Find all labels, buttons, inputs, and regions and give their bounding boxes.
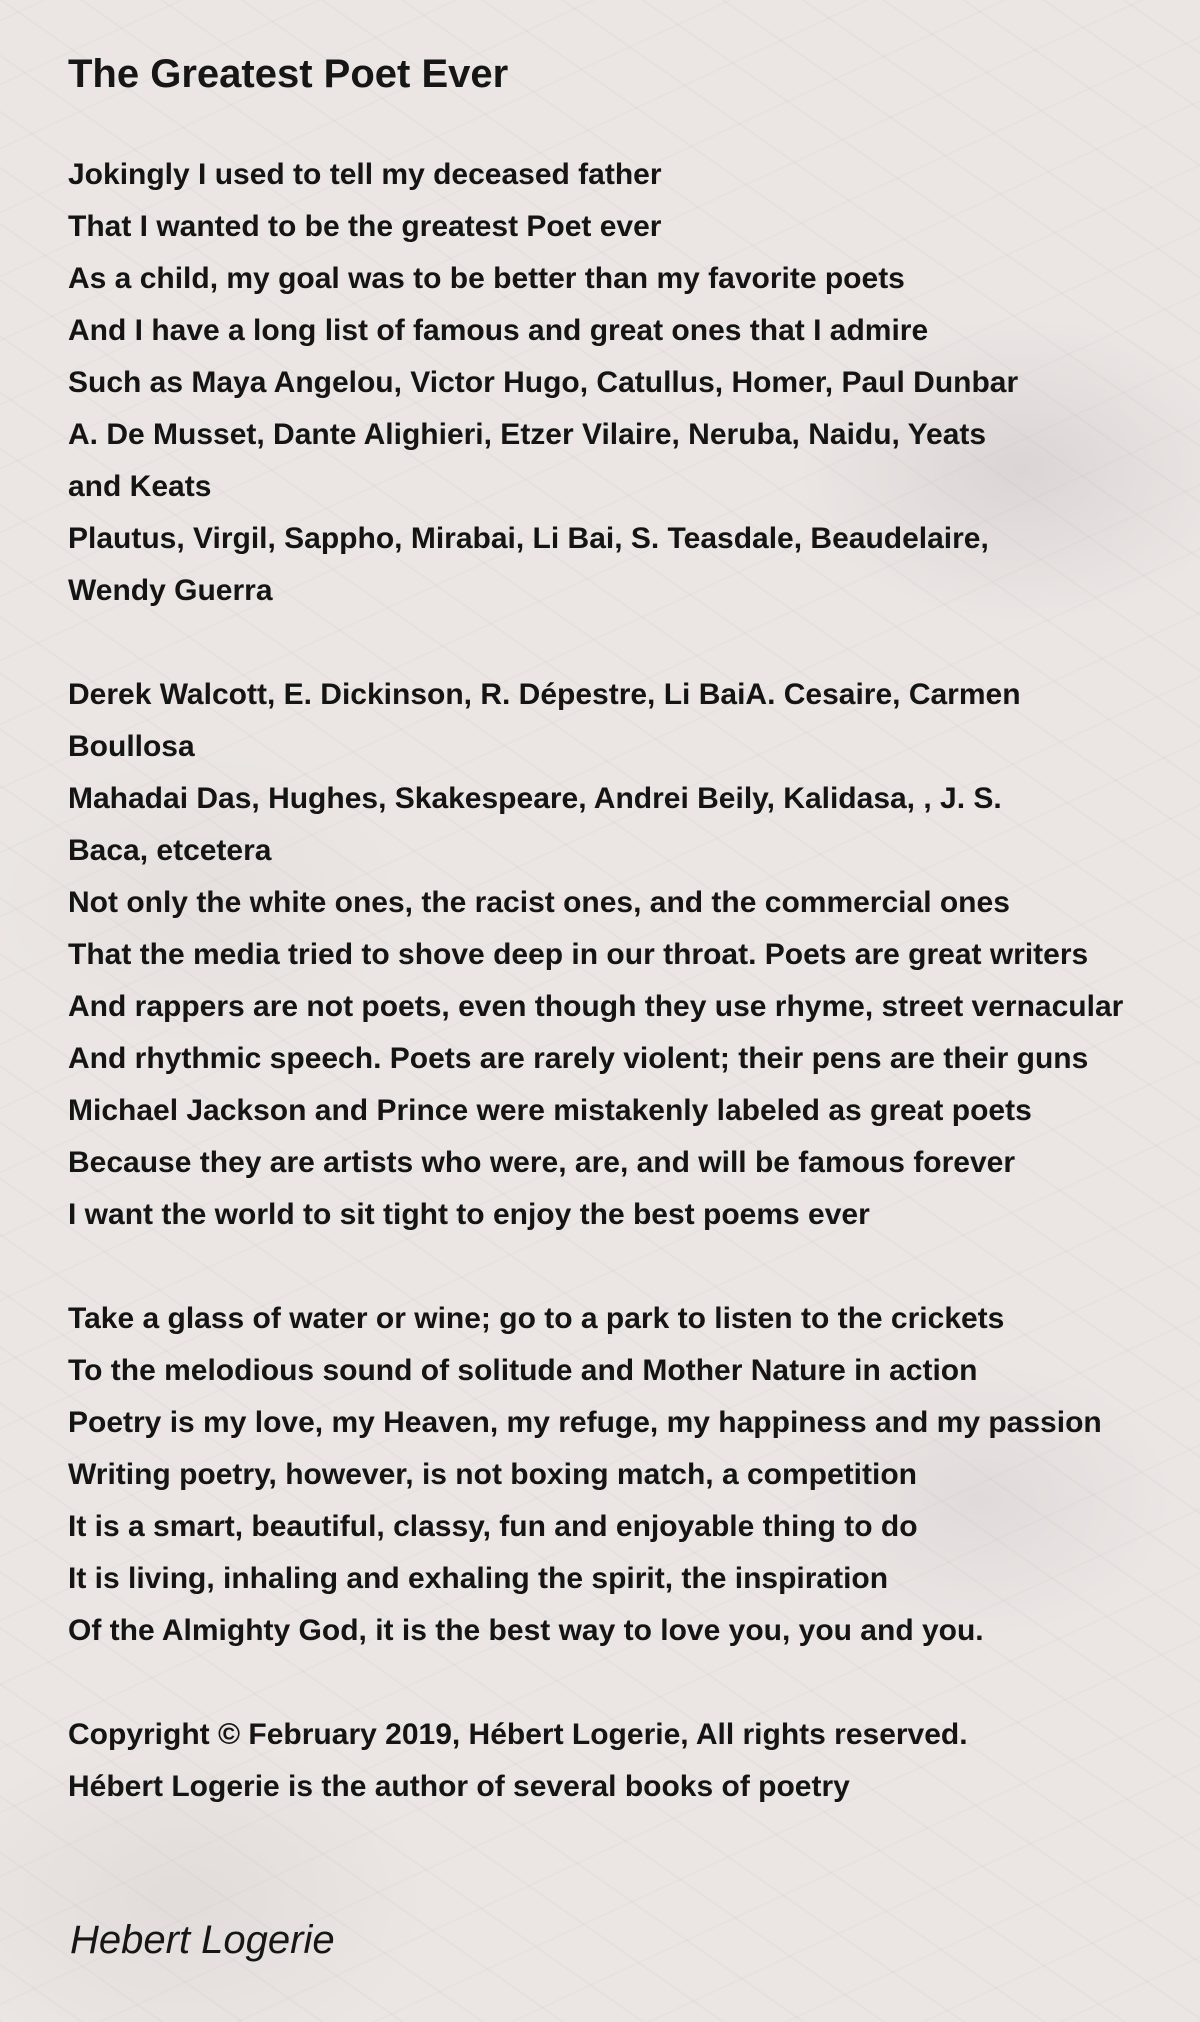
poem-line: Baca, etcetera (68, 834, 272, 867)
author-signature: Hebert Logerie (70, 1918, 335, 1962)
poem-stanza (68, 669, 1200, 1241)
poem-line: It is a smart, beautiful, classy, fun and enjoyable thing to do (68, 1510, 918, 1543)
poem-line: As a child, my goal was to be better than my favorite poets (68, 262, 905, 295)
poem-stanza (68, 149, 1200, 617)
poem-line: Such as Maya Angelou, Victor Hugo, Catullus, Homer, Paul Dunbar (68, 366, 1019, 399)
poem-line: Jokingly I used to tell my deceased father (68, 158, 662, 191)
poem-line: Derek Walcott, E. Dickinson, R. Dépestre, Li BaiA. Cesaire, Carmen (68, 678, 1021, 711)
poem-line: Hébert Logerie is the author of several books of poetry (68, 1770, 850, 1803)
poem-line: Michael Jackson and Prince were mistakenly labeled as great poets (68, 1094, 1032, 1127)
poem-line: A. De Musset, Dante Alighieri, Etzer Vilaire, Neruba, Naidu, Yeats (68, 418, 987, 451)
poem-line: Writing poetry, however, is not boxing match, a competition (68, 1458, 917, 1491)
poem-line: That the media tried to shove deep in our throat. Poets are great writers (68, 938, 1089, 971)
poem-line: To the melodious sound of solitude and Mother Nature in action (68, 1354, 978, 1387)
poem-stanza (68, 1709, 1200, 1813)
poem-line: Because they are artists who were, are, and will be famous forever (68, 1146, 1016, 1179)
poem-line: Boullosa (68, 730, 195, 763)
poem-line: Plautus, Virgil, Sappho, Mirabai, Li Bai, S. Teasdale, Beaudelaire, (68, 522, 989, 555)
poem-line: Take a glass of water or wine; go to a park to listen to the crickets (68, 1302, 1005, 1335)
poem-line: It is living, inhaling and exhaling the spirit, the inspiration (68, 1562, 889, 1595)
poem-line: That I wanted to be the greatest Poet ever (68, 210, 662, 243)
poem-line: And rhythmic speech. Poets are rarely violent; their pens are their guns (68, 1042, 1089, 1075)
poem-body (68, 149, 1200, 1865)
poem-line: And I have a long list of famous and great ones that I admire (68, 314, 929, 347)
poem-line: and Keats (68, 470, 212, 503)
poem-line: Copyright © February 2019, Hébert Logerie, All rights reserved. (68, 1718, 968, 1751)
poem-stanza (68, 1293, 1200, 1657)
poem-line: And rappers are not poets, even though they use rhyme, street vernacular (68, 990, 1124, 1023)
poem-line: Of the Almighty God, it is the best way to love you, you and you. (68, 1614, 984, 1647)
poem-title: The Greatest Poet Ever (68, 52, 509, 96)
poem-line: I want the world to sit tight to enjoy the best poems ever (68, 1198, 870, 1231)
poem-line: Poetry is my love, my Heaven, my refuge, my happiness and my passion (68, 1406, 1102, 1439)
poem-line: Wendy Guerra (68, 574, 273, 607)
poem-line: Not only the white ones, the racist ones, and the commercial ones (68, 886, 1010, 919)
poem-line: Mahadai Das, Hughes, Skakespeare, Andrei Beily, Kalidasa, , J. S. (68, 782, 1002, 815)
